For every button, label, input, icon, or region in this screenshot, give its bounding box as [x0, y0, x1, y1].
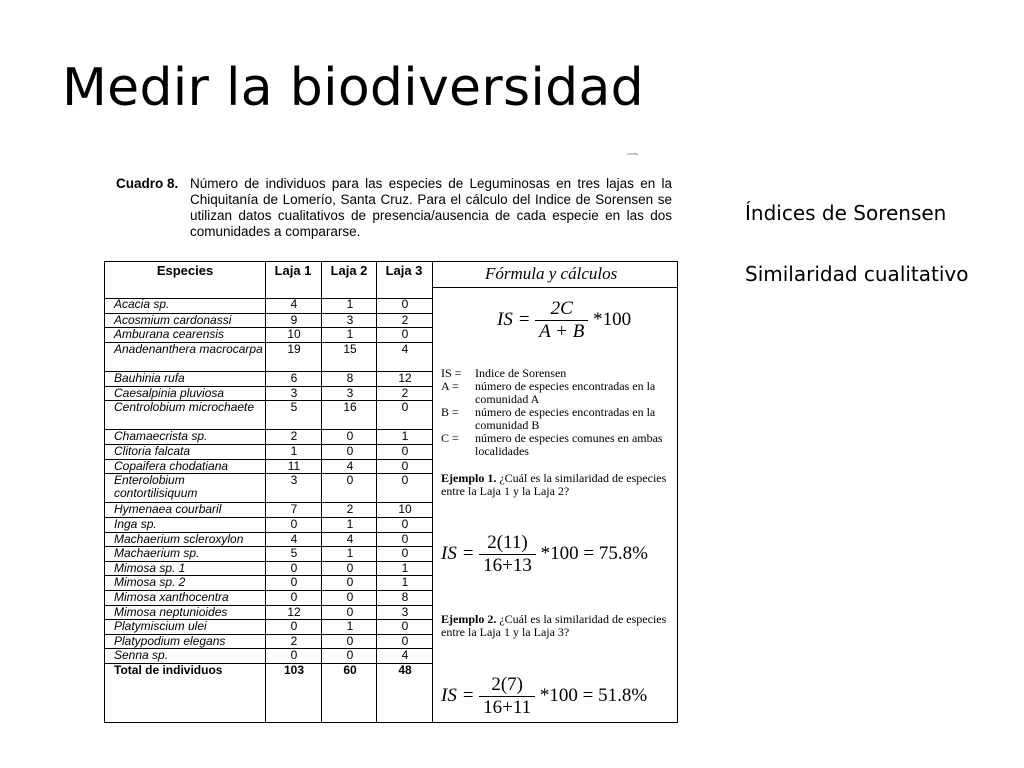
count-laja-3: 0	[401, 546, 409, 561]
count-laja-3: 2	[401, 385, 409, 400]
species-name: Caesalpinia pluviosa	[114, 385, 225, 400]
species-name: Acacia sp.	[114, 297, 170, 311]
table-row	[105, 473, 433, 502]
count-laja-2: 0	[346, 633, 354, 648]
species-name: Centrolobium microchaete	[114, 400, 255, 415]
table-row	[105, 313, 433, 328]
count-laja-1: 10	[287, 327, 301, 342]
formula-fraction	[535, 298, 588, 343]
example-2-fraction	[479, 674, 535, 719]
species-name: Clitoria falcata	[114, 444, 191, 458]
count-laja-1: 3	[290, 385, 298, 400]
count-laja-3: 4	[401, 341, 409, 356]
header-laja-1: Laja 1	[274, 263, 312, 278]
caption-label: Cuadro 8.	[116, 176, 179, 191]
count-laja-3: 0	[401, 619, 409, 634]
table-row	[105, 371, 433, 386]
count-laja-2: 1	[346, 327, 354, 342]
count-laja-2: 1	[346, 517, 354, 531]
total-label: Total de individuos	[114, 663, 223, 677]
count-laja-1: 2	[290, 429, 298, 444]
count-laja-2: 0	[346, 560, 354, 575]
count-laja-1: 0	[290, 517, 298, 531]
scan-mark-icon	[626, 152, 640, 158]
example-2-result: *100 = 51.8%	[539, 684, 648, 706]
count-laja-2: 1	[346, 297, 354, 311]
count-laja-2: 3	[346, 385, 354, 400]
count-laja-1: 5	[290, 546, 298, 561]
table-row	[105, 561, 433, 576]
legend-value: número de especies encontradas en la comunidad B	[475, 405, 656, 432]
count-laja-3: 1	[401, 575, 409, 590]
count-laja-3: 0	[401, 633, 409, 648]
example-1-denominator: 16+13	[483, 555, 532, 576]
count-laja-2: 8	[346, 371, 354, 385]
table-row	[105, 298, 433, 313]
count-laja-2: 0	[346, 575, 354, 590]
count-laja-1: 11	[287, 458, 301, 473]
table-row	[105, 386, 433, 401]
species-name: Anadenanthera macrocarpa	[114, 341, 263, 356]
species-name: Enterolobium contortilisiquum	[114, 473, 198, 501]
legend-value: número de especies encontradas en la comunidad A	[475, 379, 656, 406]
header-laja-3: Laja 3	[385, 263, 423, 278]
table-row	[105, 590, 433, 605]
count-laja-3: 0	[401, 458, 409, 473]
count-laja-3: 3	[401, 604, 409, 619]
species-name: Acosmium cardonassi	[114, 312, 232, 327]
example-1-text: ¿Cuál es la similaridad de especies entre la Laja 1 y la Laja 2?	[441, 471, 667, 498]
total-laja-2: 60	[343, 663, 357, 677]
count-laja-3: 1	[401, 560, 409, 575]
example-2-question	[441, 613, 671, 639]
count-laja-1: 19	[287, 341, 301, 356]
slide-title: Medir la biodiversidad	[62, 58, 644, 118]
count-laja-3: 0	[401, 327, 409, 342]
table-row	[105, 429, 433, 444]
species-name: Platymiscium ulei	[114, 619, 207, 634]
table-row	[105, 517, 433, 532]
count-laja-2: 0	[346, 648, 354, 663]
total-laja-3: 48	[398, 663, 412, 677]
example-2-text: ¿Cuál es la similaridad de especies entre la Laja 1 y la Laja 3?	[441, 612, 667, 639]
count-laja-1: 4	[290, 297, 298, 311]
count-laja-1: 4	[290, 531, 298, 546]
table-row	[105, 502, 433, 517]
species-name: Machaerium sp.	[114, 546, 200, 561]
example-1-lhs: IS =	[441, 542, 475, 564]
legend-key: IS =	[441, 366, 462, 380]
legend-key: C =	[441, 431, 459, 445]
count-laja-3: 4	[401, 648, 409, 663]
formula-denominator: A + B	[539, 321, 585, 342]
table-row	[105, 648, 433, 663]
table-row	[105, 634, 433, 649]
count-laja-3: 0	[401, 531, 409, 546]
count-laja-1: 0	[290, 560, 298, 575]
species-name: Hymenaea courbaril	[114, 502, 222, 517]
example-2-label: Ejemplo 2.	[441, 612, 497, 626]
total-laja-1: 103	[283, 663, 305, 677]
count-laja-3: 0	[401, 517, 409, 531]
example-1-result: *100 = 75.8%	[540, 542, 648, 564]
example-1-fraction	[479, 532, 536, 577]
species-table	[104, 261, 678, 723]
count-laja-2: 0	[346, 473, 354, 488]
count-laja-1: 9	[290, 312, 298, 327]
species-name: Platypodium elegans	[114, 633, 226, 648]
species-name: Mimosa neptunioides	[114, 604, 228, 619]
count-laja-3: 0	[401, 473, 409, 488]
legend-key: A =	[441, 379, 459, 393]
formula-tail: *100	[593, 308, 632, 330]
count-laja-2: 3	[346, 312, 354, 327]
count-laja-3: 8	[401, 590, 409, 604]
count-laja-3: 10	[398, 502, 412, 517]
count-laja-3: 0	[401, 444, 409, 458]
example-2-denominator: 16+11	[483, 697, 532, 718]
species-name: Chamaecrista sp.	[114, 429, 208, 444]
species-name: Machaerium scleroxylon	[114, 531, 244, 546]
count-laja-1: 12	[287, 604, 301, 619]
species-name: Amburana cearensis	[114, 327, 225, 342]
total-row	[105, 663, 433, 679]
count-laja-2: 2	[346, 502, 354, 517]
count-laja-1: 0	[290, 590, 298, 604]
count-laja-1: 0	[290, 648, 298, 663]
example-2-lhs: IS =	[441, 684, 475, 706]
example-2-equation	[441, 674, 647, 719]
table-row	[105, 459, 433, 474]
table-row	[105, 400, 433, 429]
formula-lhs: IS =	[497, 308, 531, 330]
table-row	[105, 444, 433, 459]
count-laja-2: 1	[346, 619, 354, 634]
legend-value: Indice de Sorensen	[475, 366, 567, 380]
count-laja-1: 7	[290, 502, 298, 517]
count-laja-2: 4	[346, 531, 354, 546]
table-row	[105, 532, 433, 547]
count-laja-2: 15	[343, 341, 357, 356]
count-laja-2: 0	[346, 604, 354, 619]
side-note-sorensen: Índices de Sorensen	[745, 201, 947, 225]
count-laja-1: 0	[290, 619, 298, 634]
species-name: Copaifera chodatiana	[114, 458, 229, 473]
count-laja-3: 1	[401, 429, 409, 444]
example-1-numerator: 2(11)	[479, 532, 536, 555]
example-1-question	[441, 472, 671, 498]
species-name: Bauhinia rufa	[114, 371, 185, 385]
header-especies: Especies	[156, 263, 214, 278]
species-name: Mimosa xanthocentra	[114, 590, 229, 604]
count-laja-2: 16	[343, 400, 357, 415]
species-name: Mimosa sp. 1	[114, 560, 186, 575]
count-laja-1: 5	[290, 400, 298, 415]
count-laja-3: 0	[401, 297, 409, 311]
count-laja-2: 4	[346, 458, 354, 473]
species-name: Mimosa sp. 2	[114, 575, 186, 590]
count-laja-2: 0	[346, 590, 354, 604]
table-row	[105, 619, 433, 634]
count-laja-3: 2	[401, 312, 409, 327]
formula-header: Fórmula y cálculos	[485, 264, 618, 283]
count-laja-2: 1	[346, 546, 354, 561]
count-laja-2: 0	[346, 444, 354, 458]
count-laja-1: 0	[290, 575, 298, 590]
formula-numerator: 2C	[535, 298, 588, 321]
count-laja-1: 1	[290, 444, 298, 458]
count-laja-1: 2	[290, 633, 298, 648]
count-laja-3: 0	[401, 400, 409, 415]
count-laja-1: 6	[290, 371, 298, 385]
header-laja-2: Laja 2	[330, 263, 368, 278]
side-note-similaridad: Similaridad cualitativo	[745, 262, 969, 286]
species-name: Inga sp.	[114, 517, 157, 531]
count-laja-2: 0	[346, 429, 354, 444]
legend-key: B =	[441, 405, 459, 419]
formula-header-divider	[432, 287, 678, 288]
example-2-numerator: 2(7)	[479, 674, 535, 697]
example-1-equation	[441, 532, 648, 577]
example-1-label: Ejemplo 1.	[441, 471, 497, 485]
table-row	[105, 342, 433, 371]
count-laja-1: 3	[290, 473, 298, 488]
sorensen-formula	[497, 298, 631, 343]
table-row	[105, 546, 433, 561]
legend-value: número de especies comunes en ambas localidades	[475, 431, 663, 458]
species-name: Senna sp.	[114, 648, 169, 663]
table-row	[105, 327, 433, 342]
table-row	[105, 575, 433, 590]
count-laja-3: 12	[398, 371, 412, 385]
caption-text: Número de individuos para las especies de Leguminosas en tres lajas en la Chiquitanía de Lomerío, Santa Cruz. Para el cálculo del Indice de Sorensen se utilizan datos cualitativos de presencia/ausencia de cada especie en las dos comunidades a compararse.	[190, 176, 672, 239]
table-row	[105, 605, 433, 620]
